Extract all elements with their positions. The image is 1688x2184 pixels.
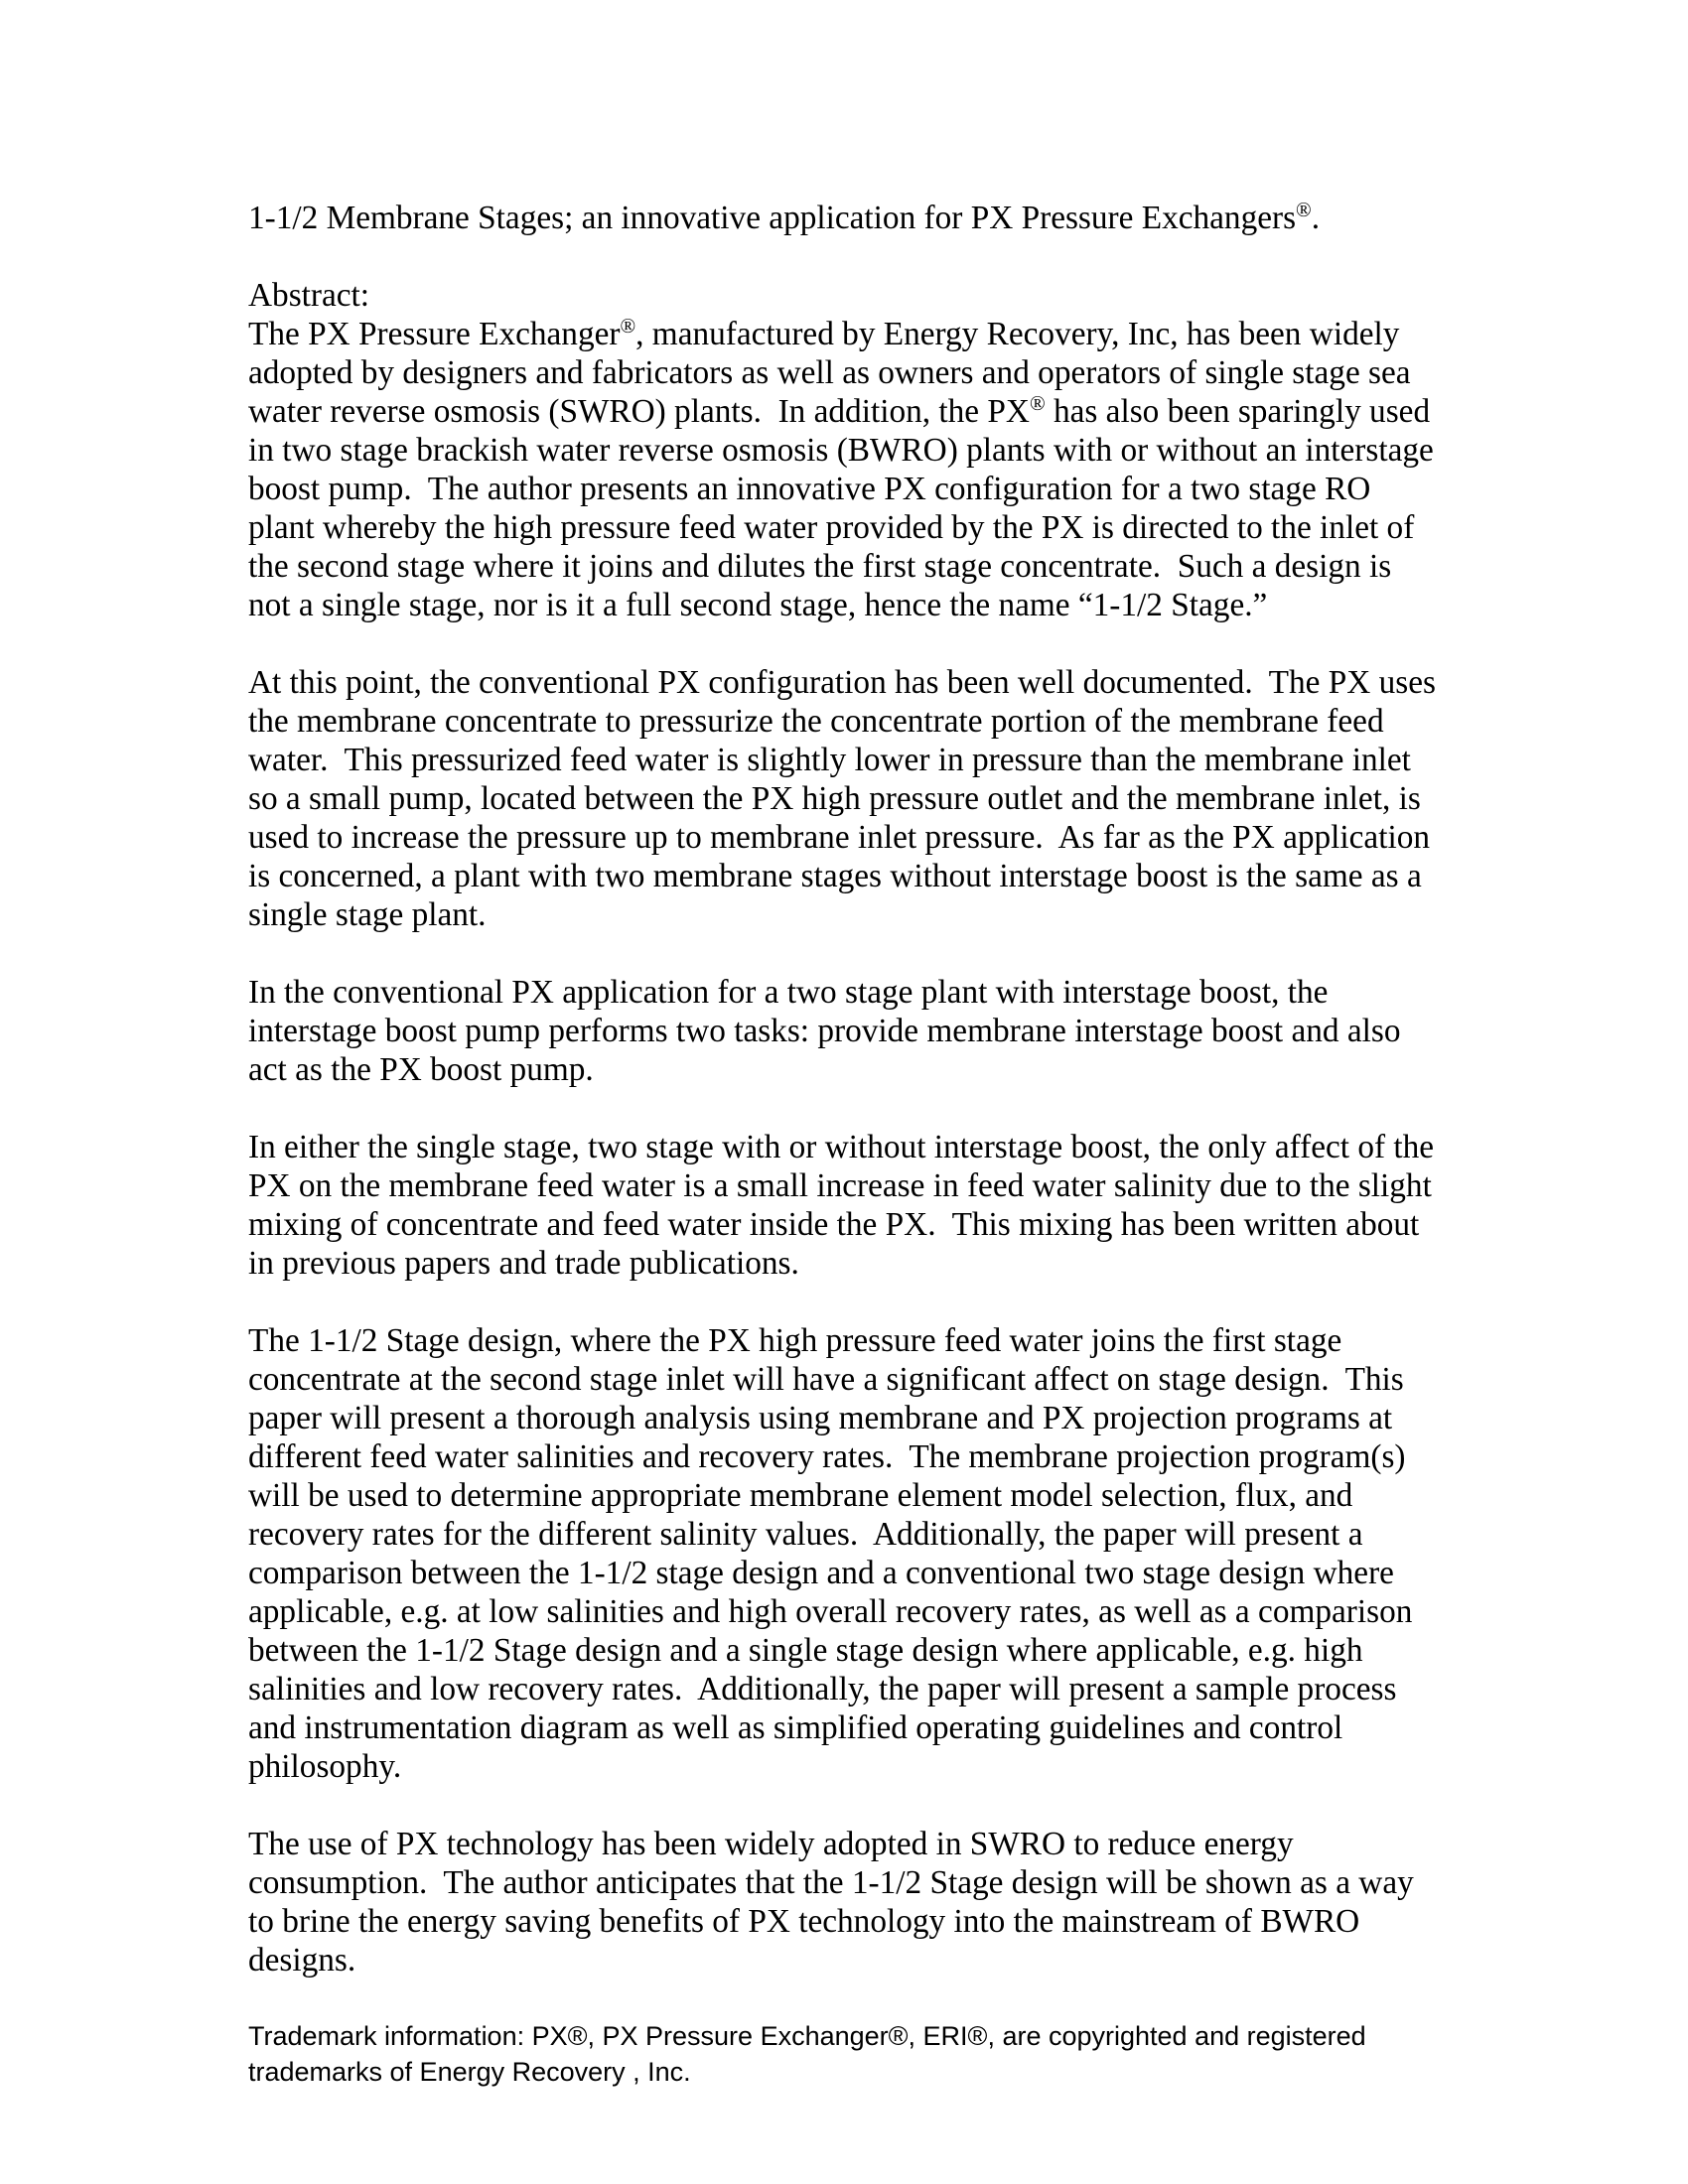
registered-trademark-superscript: ® — [620, 315, 636, 338]
document-body — [248, 199, 1445, 2090]
body-paragraph-energy-savings: The use of PX technology has been widely adopted in SWRO to reduce energy consumption. The author anticipates that the 1-1/2 Stage design will be shown as a way to brine the energy saving benefits of PX technology into the mainstream of BWRO designs. — [248, 1826, 1423, 1979]
trademark-notice: Trademark information: PX®, PX Pressure Exchanger®, ERI®, are copyrighted and registered trademarks of Energy Recovery , Inc. — [248, 2021, 1374, 2087]
body-paragraph-mixing: In either the single stage, two stage with or without interstage boost, the only affect of the PX on the membrane feed water is a small increase in feed water salinity due to the slight mixing of concentrate and feed water inside the PX. This mixing has been written about in previous papers and trade publications. — [248, 1129, 1443, 1282]
registered-trademark-superscript: ® — [1029, 392, 1046, 415]
paragraphs — [248, 315, 1445, 1979]
body-paragraph-interstage-boost: In the conventional PX application for a two stage plant with interstage boost, the interstage boost pump performs two tasks: provide membrane interstage boost and also act as the PX boost pump. — [248, 974, 1409, 1088]
abstract-label: Abstract: — [248, 277, 370, 314]
body-paragraph-stage-design: The 1-1/2 Stage design, where the PX high pressure feed water joins the first stage concentrate at the second stage inlet will have a significant affect on stage design. This paper will present a thorough analysis using membrane and PX projection programs at different feed water salinities and recovery rates. The membrane projection program(s) will be used to determine appropriate membrane element model selection, flux, and recovery rates for the different salinity values. Additionally, the paper will present a comparison between the 1-1/2 stage design and a conventional two stage design where applicable, e.g. at low salinities and high overall recovery rates, as well as a comparison between the 1-1/2 Stage design and a single stage design where applicable, e.g. high salinities and low recovery rates. Additionally, the paper will present a sample process and instrumentation diagram as well as simplified operating guidelines and control philosophy. — [248, 1322, 1421, 1785]
registered-trademark-superscript: ® — [1296, 199, 1312, 221]
document-title: 1-1/2 Membrane Stages; an innovative application for PX Pressure Exchangers®. — [248, 199, 1321, 236]
abstract-paragraph: The PX Pressure Exchanger®, manufactured by Energy Recovery, Inc, has been widely adopted by designers and fabricators as well as owners and operators of single stage sea water reverse osmosis (SWRO) plants. In addition, the PX® has also been sparingly used in two stage brackish water reverse osmosis (BWRO) plants with or without an interstage boost pump. The author presents an innovative PX configuration for a two stage RO plant whereby the high pressure feed water provided by the PX is directed to the inlet of the second stage where it joins and dilutes the first stage concentrate. Such a design is not a single stage, nor is it a full second stage, hence the name “1-1/2 Stage.” — [248, 315, 1443, 623]
body-paragraph-conventional-px: At this point, the conventional PX configuration has been well documented. The PX uses the membrane concentrate to pressurize the concentrate portion of the membrane feed water. This pressurized feed water is slightly lower in pressure than the membrane inlet so a small pump, located between the PX high pressure outlet and the membrane inlet, is used to increase the pressure up to membrane inlet pressure. As far as the PX application is concerned, a plant with two membrane stages without interstage boost is the same as a single stage plant. — [248, 664, 1445, 933]
